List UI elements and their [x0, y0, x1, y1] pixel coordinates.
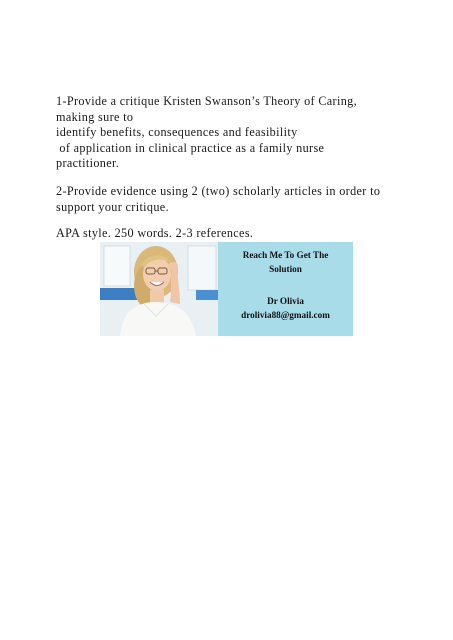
ad-headline-line-1: Reach Me To Get The [242, 250, 329, 260]
instruction-paragraph-3: APA style. 250 words. 2-3 references. [56, 226, 254, 240]
ad-headline-line-2: Solution [269, 264, 302, 274]
woman-with-glasses-photo [100, 242, 218, 336]
ad-contact-email[interactable]: drolivia88@gmail.com [241, 310, 330, 320]
instruction-paragraph-2: 2-Provide evidence using 2 (two) scholarly articles in order to support your critique. [56, 184, 381, 214]
contact-ad-box [218, 242, 353, 336]
instruction-paragraph-1: 1-Provide a critique Kristen Swanson’s Theory of Caring, making sure to identify benefits, consequences and feasibility of application in clinical practice as a family nurse practitioner. [56, 94, 357, 171]
ad-contact-name: Dr Olivia [267, 296, 304, 306]
